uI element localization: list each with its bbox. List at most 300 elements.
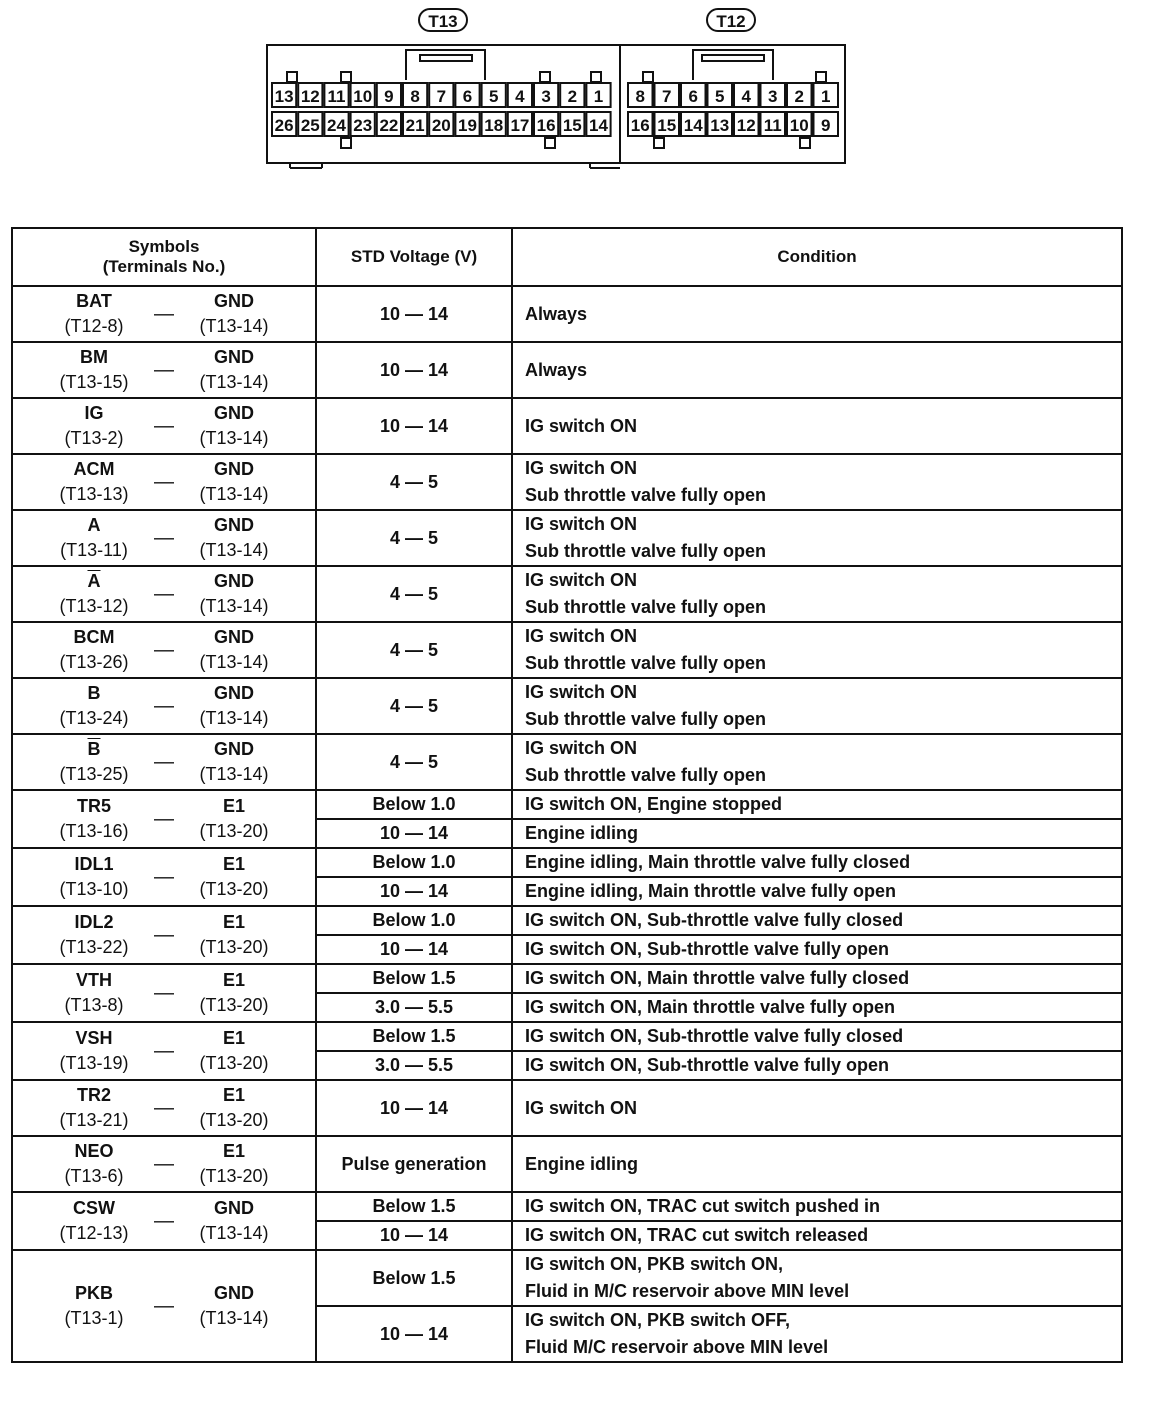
t13-pin-number: 21 [405, 116, 425, 135]
signal-terminal [39, 1139, 149, 1189]
connector-key-bump [341, 72, 351, 82]
symbol-pair [13, 1083, 315, 1133]
signal-terminal-no: (T13-16) [59, 821, 129, 841]
table-row [12, 906, 1122, 935]
condition-line: Engine idling, Main throttle valve fully open [525, 881, 897, 901]
condition-cell [512, 1221, 1122, 1250]
condition-cell [512, 1136, 1122, 1192]
reference-name: GND [214, 627, 254, 647]
symbol-pair [13, 401, 315, 451]
condition-line: Sub throttle valve fully open [525, 709, 767, 729]
signal-terminal [39, 1026, 149, 1076]
t12-pin-number: 9 [821, 116, 831, 135]
condition-line: IG switch ON [525, 738, 638, 758]
condition-line: IG switch ON, Main throttle valve fully open [525, 997, 896, 1017]
t12-pin-number: 7 [662, 87, 672, 106]
signal-terminal [39, 852, 149, 902]
table-row [12, 1022, 1122, 1051]
condition-cell [512, 566, 1122, 622]
condition-line: IG switch ON [525, 626, 638, 646]
signal-name: PKB [74, 1283, 113, 1303]
signal-terminal [39, 625, 149, 675]
condition-line: IG switch ON [525, 458, 638, 478]
reference-terminal [179, 910, 289, 960]
header-condition: Condition [512, 228, 1122, 286]
dash-separator: — [154, 694, 174, 717]
signal-name: BCM [73, 627, 115, 647]
signal-terminal-no: (T13-24) [59, 708, 129, 728]
t12-latch-slot [702, 55, 764, 61]
voltage-cell: 4 — 5 [316, 510, 512, 566]
reference-terminal [179, 401, 289, 451]
reference-name: E1 [222, 912, 246, 932]
signal-terminal-no: (T13-12) [59, 596, 129, 616]
signal-terminal [39, 1281, 149, 1331]
connector-key-bump [654, 138, 664, 148]
condition-line: IG switch ON, Sub-throttle valve fully open [525, 939, 890, 959]
t13-pin-number: 24 [327, 116, 346, 135]
condition-line: Fluid M/C reservoir above MIN level [525, 1337, 829, 1357]
condition-line: Sub throttle valve fully open [525, 485, 767, 505]
reference-terminal-no: (T13-20) [199, 1053, 269, 1073]
header-voltage: STD Voltage (V) [316, 228, 512, 286]
dash-separator: — [154, 865, 174, 888]
reference-name: GND [214, 1283, 254, 1303]
voltage-cell: 4 — 5 [316, 622, 512, 678]
t13-pin-number: 14 [589, 116, 608, 135]
reference-terminal-no: (T13-14) [199, 372, 269, 392]
condition-cell [512, 398, 1122, 454]
signal-terminal-no: (T13-2) [64, 428, 124, 448]
condition-cell [512, 790, 1122, 819]
dash-separator: — [154, 358, 174, 381]
reference-terminal-no: (T13-20) [199, 995, 269, 1015]
signal-terminal [39, 737, 149, 787]
symbol-pair [13, 513, 315, 563]
reference-terminal-no: (T13-20) [199, 821, 269, 841]
t12-pin-number: 1 [821, 87, 831, 106]
reference-terminal-no: (T13-20) [199, 1110, 269, 1130]
reference-name: E1 [222, 970, 246, 990]
reference-terminal-no: (T13-14) [199, 1223, 269, 1243]
signal-name: B [87, 683, 101, 703]
condition-cell [512, 819, 1122, 848]
condition-cell [512, 964, 1122, 993]
signal-terminal [39, 1196, 149, 1246]
connector-label-t12: T12 [706, 8, 756, 32]
symbol-pair [13, 289, 315, 339]
symbol-pair [13, 968, 315, 1018]
signal-terminal-no: (T13-26) [59, 652, 129, 672]
connector-key-bump [540, 72, 550, 82]
reference-name: E1 [222, 1028, 246, 1048]
condition-line: Always [525, 359, 588, 380]
condition-line: IG switch ON [525, 570, 638, 590]
reference-terminal [179, 345, 289, 395]
dash-separator: — [154, 414, 174, 437]
reference-terminal [179, 1083, 289, 1133]
t12-pin-number: 13 [710, 116, 730, 135]
table-row [12, 1250, 1122, 1306]
symbol-pair [13, 681, 315, 731]
condition-line: Always [525, 303, 588, 324]
t12-pin-grid [628, 83, 838, 136]
reference-name: E1 [222, 1085, 246, 1105]
connector-key-bump [800, 138, 810, 148]
symbol-cell [12, 678, 316, 734]
reference-terminal [179, 289, 289, 339]
signal-name: BAT [76, 291, 112, 311]
symbol-pair [13, 910, 315, 960]
signal-name: A [87, 515, 101, 535]
voltage-cell: 10 — 14 [316, 398, 512, 454]
t13-pin-number: 16 [536, 116, 556, 135]
condition-line: IG switch ON, PKB switch OFF, [525, 1310, 791, 1330]
symbol-pair [13, 737, 315, 787]
t12-pin-number: 8 [635, 87, 645, 106]
t13-pin-number: 10 [353, 87, 373, 106]
condition-line: Engine idling [525, 823, 638, 843]
reference-terminal-no: (T13-20) [199, 937, 269, 957]
symbol-cell [12, 566, 316, 622]
condition-cell [512, 734, 1122, 790]
condition-cell [512, 877, 1122, 906]
condition-line: Engine idling, Main throttle valve fully closed [525, 852, 911, 872]
connector-key-bump [545, 138, 555, 148]
condition-line: Fluid in M/C reservoir above MIN level [525, 1281, 850, 1301]
condition-cell [512, 1051, 1122, 1080]
dash-separator: — [154, 638, 174, 661]
t12-pin-number: 6 [688, 87, 698, 106]
dash-separator: — [154, 923, 174, 946]
symbol-cell [12, 906, 316, 964]
voltage-cell: 3.0 — 5.5 [316, 1051, 512, 1080]
reference-name: E1 [222, 796, 246, 816]
signal-name: IDL1 [74, 854, 114, 874]
table-row [12, 622, 1122, 678]
condition-cell [512, 1250, 1122, 1306]
signal-terminal [39, 401, 149, 451]
signal-terminal [39, 1083, 149, 1133]
signal-terminal-no: (T12-13) [59, 1223, 129, 1243]
table-row [12, 1136, 1122, 1192]
voltage-cell: Below 1.0 [316, 790, 512, 819]
table-row [12, 734, 1122, 790]
reference-terminal-no: (T13-20) [199, 1166, 269, 1186]
reference-terminal-no: (T13-14) [199, 652, 269, 672]
condition-line: IG switch ON [525, 415, 638, 436]
signal-terminal [39, 345, 149, 395]
symbol-cell [12, 1136, 316, 1192]
reference-terminal [179, 737, 289, 787]
symbol-cell [12, 734, 316, 790]
dash-separator: — [154, 750, 174, 773]
reference-terminal [179, 794, 289, 844]
table-row [12, 678, 1122, 734]
signal-name: $\overline{A}$ [87, 571, 101, 591]
t13-pin-number: 6 [462, 87, 473, 106]
signal-terminal [39, 457, 149, 507]
condition-line: IG switch ON, Sub-throttle valve fully open [525, 1055, 890, 1075]
symbol-cell [12, 790, 316, 848]
signal-terminal-no: (T13-8) [64, 995, 124, 1015]
table-row [12, 398, 1122, 454]
condition-line: IG switch ON, Main throttle valve fully closed [525, 968, 910, 988]
reference-terminal-no: (T13-14) [199, 484, 269, 504]
dash-separator: — [154, 981, 174, 1004]
voltage-cell: 4 — 5 [316, 734, 512, 790]
reference-name: GND [214, 683, 254, 703]
condition-cell [512, 678, 1122, 734]
t13-pin-number: 19 [458, 116, 477, 135]
signal-name: TR5 [76, 796, 111, 816]
table-body [12, 286, 1122, 1362]
reference-terminal [179, 1139, 289, 1189]
reference-terminal [179, 1196, 289, 1246]
condition-line: IG switch ON, TRAC cut switch released [525, 1225, 869, 1245]
signal-name: TR2 [76, 1085, 111, 1105]
connector-label-t13: T13 [418, 8, 468, 32]
reference-terminal [179, 968, 289, 1018]
header-symbols-line1: Symbols [128, 237, 200, 256]
t13-pin-number: 15 [562, 116, 582, 135]
table-row [12, 790, 1122, 819]
t13-pin-number: 3 [541, 87, 551, 106]
signal-terminal-no: (T13-21) [59, 1110, 129, 1130]
reference-terminal-no: (T13-14) [199, 596, 269, 616]
reference-name: E1 [222, 854, 246, 874]
condition-cell [512, 454, 1122, 510]
symbol-pair [13, 1196, 315, 1246]
dash-separator: — [154, 1209, 174, 1232]
t13-pin-number: 9 [384, 87, 394, 106]
condition-cell [512, 848, 1122, 877]
t13-pin-number: 26 [274, 116, 294, 135]
symbol-cell [12, 454, 316, 510]
symbol-cell [12, 510, 316, 566]
condition-line: Sub throttle valve fully open [525, 541, 767, 561]
condition-line: IG switch ON [525, 682, 638, 702]
voltage-cell: 10 — 14 [316, 286, 512, 342]
voltage-cell: 10 — 14 [316, 819, 512, 848]
voltage-cell: Below 1.0 [316, 848, 512, 877]
reference-terminal [179, 625, 289, 675]
condition-line: Sub throttle valve fully open [525, 653, 767, 673]
symbol-pair [13, 1139, 315, 1189]
voltage-cell: Below 1.5 [316, 1250, 512, 1306]
voltage-cell: Below 1.5 [316, 1022, 512, 1051]
reference-name: GND [214, 459, 254, 479]
table-row [12, 1080, 1122, 1136]
t13-pin-number: 25 [300, 116, 320, 135]
t13-pin-number: 12 [300, 87, 320, 106]
reference-terminal [179, 457, 289, 507]
symbol-pair [13, 625, 315, 675]
reference-name: E1 [222, 1141, 246, 1161]
condition-cell [512, 935, 1122, 964]
terminal-voltage-table [11, 227, 1123, 1363]
signal-name: CSW [73, 1198, 115, 1218]
dash-separator: — [154, 526, 174, 549]
signal-terminal-no: (T13-15) [59, 372, 129, 392]
voltage-cell: 10 — 14 [316, 342, 512, 398]
reference-terminal-no: (T13-14) [199, 1308, 269, 1328]
reference-name: GND [214, 515, 254, 535]
t12-pin-number: 2 [794, 87, 804, 106]
reference-terminal [179, 681, 289, 731]
condition-line: IG switch ON [525, 1097, 638, 1118]
symbol-pair [13, 569, 315, 619]
voltage-cell: 10 — 14 [316, 1306, 512, 1362]
dash-separator: — [154, 302, 174, 325]
signal-terminal-no: (T13-1) [64, 1308, 124, 1328]
condition-line: IG switch ON, Engine stopped [525, 794, 783, 814]
signal-name: IG [84, 403, 104, 423]
connector-diagram [0, 0, 1152, 200]
signal-terminal [39, 968, 149, 1018]
voltage-cell: 10 — 14 [316, 877, 512, 906]
voltage-cell: 10 — 14 [316, 1080, 512, 1136]
t13-pin-number: 2 [567, 87, 578, 106]
signal-name: $\overline{B}$ [87, 739, 101, 759]
table-row [12, 286, 1122, 342]
dash-separator: — [154, 1152, 174, 1175]
reference-terminal [179, 1281, 289, 1331]
t13-pin-number: 22 [379, 116, 399, 135]
table-row [12, 342, 1122, 398]
symbol-pair [13, 457, 315, 507]
symbol-cell [12, 964, 316, 1022]
voltage-cell: 4 — 5 [316, 566, 512, 622]
reference-terminal [179, 1026, 289, 1076]
dash-separator: — [154, 1294, 174, 1317]
signal-terminal [39, 569, 149, 619]
condition-cell [512, 1306, 1122, 1362]
condition-line: Engine idling [525, 1153, 638, 1174]
signal-terminal [39, 289, 149, 339]
voltage-cell: Below 1.0 [316, 906, 512, 935]
dash-separator: — [154, 807, 174, 830]
t12-pin-number: 10 [789, 116, 809, 135]
condition-line: Sub throttle valve fully open [525, 765, 767, 785]
reference-name: GND [214, 1198, 254, 1218]
signal-terminal-no: (T13-22) [59, 937, 129, 957]
t12-pin-number: 11 [763, 116, 782, 135]
t12-pin-number: 12 [736, 116, 756, 135]
symbol-pair [13, 852, 315, 902]
condition-cell [512, 993, 1122, 1022]
reference-terminal [179, 513, 289, 563]
header-symbols-line2: (Terminals No.) [102, 257, 226, 276]
voltage-cell: 10 — 14 [316, 935, 512, 964]
symbol-cell [12, 1192, 316, 1250]
voltage-cell: 10 — 14 [316, 1221, 512, 1250]
t13-pin-number: 1 [593, 87, 604, 106]
symbol-cell [12, 1022, 316, 1080]
voltage-cell: 4 — 5 [316, 454, 512, 510]
signal-name: IDL2 [74, 912, 114, 932]
symbol-pair [13, 794, 315, 844]
signal-terminal [39, 910, 149, 960]
table-row [12, 454, 1122, 510]
header-symbols [12, 228, 316, 286]
symbol-pair [13, 1026, 315, 1076]
reference-name: GND [214, 291, 254, 311]
signal-name: ACM [73, 459, 115, 479]
condition-cell [512, 286, 1122, 342]
dash-separator: — [154, 1096, 174, 1119]
dash-separator: — [154, 582, 174, 605]
t12-pin-number: 15 [657, 116, 677, 135]
condition-cell [512, 1192, 1122, 1221]
voltage-cell: Below 1.5 [316, 964, 512, 993]
signal-terminal-no: (T12-8) [64, 316, 124, 336]
t13-pin-number: 13 [274, 87, 294, 106]
signal-terminal-no: (T13-13) [59, 484, 129, 504]
t13-pin-number: 11 [327, 87, 346, 106]
t13-pin-number: 8 [410, 87, 420, 106]
table-row [12, 566, 1122, 622]
table-row [12, 848, 1122, 877]
symbol-cell [12, 398, 316, 454]
connector-key-bump [643, 72, 653, 82]
symbol-cell [12, 1250, 316, 1362]
symbol-pair [13, 1281, 315, 1331]
table-row [12, 510, 1122, 566]
connector-key-bump [287, 72, 297, 82]
voltage-cell: 3.0 — 5.5 [316, 993, 512, 1022]
dash-separator: — [154, 470, 174, 493]
connector-key-bump [341, 138, 351, 148]
condition-line: IG switch ON [525, 514, 638, 534]
table-row [12, 964, 1122, 993]
dash-separator: — [154, 1039, 174, 1062]
t12-pin-number: 3 [768, 87, 778, 106]
t12-pin-number: 14 [683, 116, 703, 135]
reference-terminal [179, 569, 289, 619]
reference-terminal-no: (T13-14) [199, 708, 269, 728]
t13-pin-number: 17 [510, 116, 530, 135]
signal-terminal-no: (T13-25) [59, 764, 129, 784]
t12-pin-number: 5 [715, 87, 725, 106]
symbol-cell [12, 622, 316, 678]
reference-terminal-no: (T13-14) [199, 764, 269, 784]
t13-pin-grid [272, 83, 611, 136]
t13-pin-number: 18 [484, 116, 504, 135]
t13-pin-number: 7 [436, 87, 447, 106]
t13-pin-number: 20 [431, 116, 451, 135]
signal-terminal-no: (T13-19) [59, 1053, 129, 1073]
signal-name: VSH [75, 1028, 113, 1048]
reference-terminal-no: (T13-20) [199, 879, 269, 899]
symbol-cell [12, 1080, 316, 1136]
condition-cell [512, 1080, 1122, 1136]
t12-pin-number: 16 [630, 116, 650, 135]
signal-terminal-no: (T13-10) [59, 879, 129, 899]
reference-terminal-no: (T13-14) [199, 540, 269, 560]
signal-name: BM [80, 347, 108, 367]
signal-terminal [39, 513, 149, 563]
condition-line: IG switch ON, Sub-throttle valve fully closed [525, 910, 904, 930]
signal-terminal-no: (T13-11) [60, 540, 128, 560]
reference-name: GND [214, 571, 254, 591]
condition-cell [512, 1022, 1122, 1051]
condition-cell [512, 510, 1122, 566]
table-row [12, 1192, 1122, 1221]
connector-key-bump [816, 72, 826, 82]
reference-terminal [179, 852, 289, 902]
voltage-cell: Below 1.5 [316, 1192, 512, 1221]
